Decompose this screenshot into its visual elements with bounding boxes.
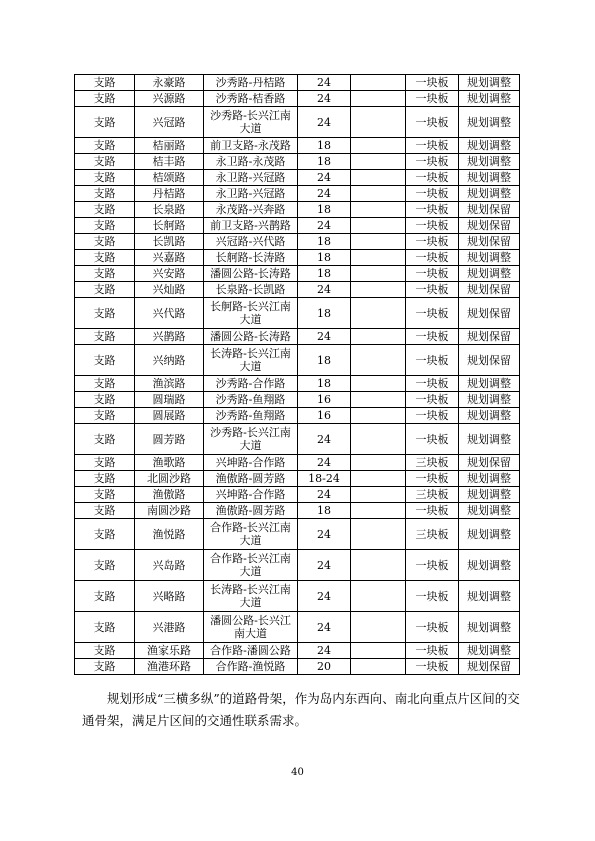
table-cell: 兴灿路 (135, 282, 204, 298)
table-cell (351, 75, 406, 91)
table-cell: 潘圆公路-长兴江南大道 (204, 612, 298, 643)
table-cell: 一块板 (406, 392, 459, 408)
table-cell: 三块板 (406, 487, 459, 503)
table-cell: 一块板 (406, 154, 459, 170)
table-cell: 一块板 (406, 250, 459, 266)
table-cell: 支路 (75, 612, 135, 643)
table-cell: 支路 (75, 329, 135, 345)
table-cell: 永卫路-兴冠路 (204, 170, 298, 186)
table-row (75, 471, 520, 487)
table-cell (351, 643, 406, 659)
table-cell: 沙秀路-鱼翔路 (204, 392, 298, 408)
table-cell: 规划调整 (459, 186, 520, 202)
table-cell (351, 298, 406, 329)
table-row (75, 519, 520, 550)
table-cell (351, 376, 406, 392)
table-cell: 规划调整 (459, 250, 520, 266)
table-row (75, 91, 520, 107)
table-cell: 兴坤路-合作路 (204, 487, 298, 503)
table-cell: 沙秀路-合作路 (204, 376, 298, 392)
table-cell: 支路 (75, 345, 135, 376)
table-cell: 长舸路-长涛路 (204, 250, 298, 266)
table-cell: 18 (298, 138, 351, 154)
table-cell: 兴源路 (135, 91, 204, 107)
table-cell: 规划调整 (459, 154, 520, 170)
table-cell: 长涛路-长兴江南大道 (204, 345, 298, 376)
table-cell: 一块板 (406, 424, 459, 455)
table-cell: 规划保留 (459, 218, 520, 234)
table-cell: 一块板 (406, 170, 459, 186)
table-cell: 支路 (75, 643, 135, 659)
table-cell: 南圆沙路 (135, 503, 204, 519)
table-cell: 前卫支路-兴鹊路 (204, 218, 298, 234)
table-cell (351, 503, 406, 519)
table-cell: 一块板 (406, 329, 459, 345)
table-row (75, 424, 520, 455)
table-cell: 支路 (75, 234, 135, 250)
table-cell: 规划调整 (459, 408, 520, 424)
table-cell: 18 (298, 202, 351, 218)
table-cell: 24 (298, 282, 351, 298)
table-row (75, 487, 520, 503)
table-cell: 18 (298, 266, 351, 282)
table-cell: 规划调整 (459, 91, 520, 107)
table-cell: 桔丰路 (135, 154, 204, 170)
table-cell: 支路 (75, 581, 135, 612)
table-cell: 长涛路-长兴江南大道 (204, 581, 298, 612)
table-row (75, 455, 520, 471)
table-cell (351, 659, 406, 675)
table-cell (351, 581, 406, 612)
table-cell: 规划保留 (459, 282, 520, 298)
table-cell: 规划保留 (459, 234, 520, 250)
table-cell: 16 (298, 392, 351, 408)
table-cell (351, 471, 406, 487)
table-cell: 18 (298, 298, 351, 329)
table-cell: 规划保留 (459, 659, 520, 675)
table-cell: 桔丽路 (135, 138, 204, 154)
table-cell (351, 519, 406, 550)
table-row (75, 581, 520, 612)
table-cell: 一块板 (406, 345, 459, 376)
table-cell: 兴代路 (135, 298, 204, 329)
table-cell: 一块板 (406, 107, 459, 138)
table-cell: 永卫路-永茂路 (204, 154, 298, 170)
table-cell: 支路 (75, 408, 135, 424)
table-cell (351, 154, 406, 170)
table-row (75, 234, 520, 250)
table-cell: 规划调整 (459, 581, 520, 612)
table-row (75, 170, 520, 186)
table-cell: 规划保留 (459, 455, 520, 471)
table-cell: 24 (298, 91, 351, 107)
table-cell (351, 345, 406, 376)
table-row (75, 329, 520, 345)
table-cell: 规划调整 (459, 550, 520, 581)
table-cell: 一块板 (406, 471, 459, 487)
table-cell: 渔港环路 (135, 659, 204, 675)
table-cell (351, 91, 406, 107)
table-cell: 24 (298, 170, 351, 186)
table-cell: 渔悦路 (135, 519, 204, 550)
table-cell: 合作路-长兴江南大道 (204, 550, 298, 581)
table-cell: 沙秀路-鱼翔路 (204, 408, 298, 424)
table-cell: 桔颂路 (135, 170, 204, 186)
table-cell (351, 282, 406, 298)
table-row (75, 154, 520, 170)
table-cell: 支路 (75, 550, 135, 581)
table-cell: 一块板 (406, 282, 459, 298)
table-row (75, 408, 520, 424)
table-cell: 兴坤路-合作路 (204, 455, 298, 471)
table-cell: 潘圆公路-长涛路 (204, 266, 298, 282)
table-cell: 兴岛路 (135, 550, 204, 581)
table-cell: 兴冠路 (135, 107, 204, 138)
table-cell: 一块板 (406, 186, 459, 202)
table-cell (351, 266, 406, 282)
table-cell (351, 234, 406, 250)
table-cell: 规划保留 (459, 329, 520, 345)
table-cell: 支路 (75, 455, 135, 471)
table-cell: 规划调整 (459, 376, 520, 392)
table-cell: 20 (298, 659, 351, 675)
table-cell: 24 (298, 75, 351, 91)
page-number: 40 (291, 767, 304, 778)
table-cell (351, 612, 406, 643)
table-cell: 渔滨路 (135, 376, 204, 392)
table-cell: 24 (298, 186, 351, 202)
table-cell: 一块板 (406, 643, 459, 659)
table-cell: 渔傲路 (135, 487, 204, 503)
table-cell: 支路 (75, 282, 135, 298)
table-cell: 永豪路 (135, 75, 204, 91)
table-cell: 一块板 (406, 659, 459, 675)
table-cell: 潘圆公路-长涛路 (204, 329, 298, 345)
table-cell: 沙秀路-长兴江南大道 (204, 107, 298, 138)
table-cell: 一块板 (406, 503, 459, 519)
table-row (75, 392, 520, 408)
table-body (75, 75, 520, 675)
table-row (75, 186, 520, 202)
table-cell: 规划调整 (459, 138, 520, 154)
table-cell: 渔傲路-圆芳路 (204, 503, 298, 519)
road-plan-table (74, 74, 520, 675)
table-cell: 24 (298, 612, 351, 643)
table-cell: 长舸路 (135, 218, 204, 234)
table-cell: 支路 (75, 250, 135, 266)
table-cell: 支路 (75, 376, 135, 392)
table-cell: 规划调整 (459, 424, 520, 455)
table-cell (351, 250, 406, 266)
table-cell: 24 (298, 487, 351, 503)
table-cell: 兴鹊路 (135, 329, 204, 345)
table-cell: 规划调整 (459, 487, 520, 503)
table-cell: 24 (298, 581, 351, 612)
table-cell: 规划调整 (459, 266, 520, 282)
table-cell: 长凯路 (135, 234, 204, 250)
table-cell: 北圆沙路 (135, 471, 204, 487)
table-cell: 规划调整 (459, 503, 520, 519)
table-cell: 丹桔路 (135, 186, 204, 202)
table-cell: 支路 (75, 503, 135, 519)
table-cell: 18 (298, 503, 351, 519)
table-cell: 圆芳路 (135, 424, 204, 455)
table-row (75, 376, 520, 392)
table-cell: 渔家乐路 (135, 643, 204, 659)
table-cell: 24 (298, 107, 351, 138)
table-cell: 一块板 (406, 218, 459, 234)
table-cell (351, 186, 406, 202)
table-cell: 18 (298, 250, 351, 266)
table-cell (351, 329, 406, 345)
table-cell: 24 (298, 455, 351, 471)
table-cell: 18 (298, 376, 351, 392)
table-cell: 规划调整 (459, 107, 520, 138)
table-cell: 合作路-潘圆公路 (204, 643, 298, 659)
table-cell: 圆展路 (135, 408, 204, 424)
table-cell (351, 138, 406, 154)
table-cell: 一块板 (406, 91, 459, 107)
table-cell: 兴嘉路 (135, 250, 204, 266)
table-cell: 规划调整 (459, 612, 520, 643)
table-row (75, 643, 520, 659)
table-cell: 18-24 (298, 471, 351, 487)
table-cell (351, 218, 406, 234)
table-cell: 一块板 (406, 612, 459, 643)
table-cell: 一块板 (406, 298, 459, 329)
table-cell: 支路 (75, 471, 135, 487)
table-cell: 一块板 (406, 550, 459, 581)
table-cell: 合作路-长兴江南大道 (204, 519, 298, 550)
table-cell: 24 (298, 218, 351, 234)
table-cell: 24 (298, 329, 351, 345)
table-cell: 规划调整 (459, 643, 520, 659)
table-cell: 长泉路 (135, 202, 204, 218)
table-cell: 前卫支路-永茂路 (204, 138, 298, 154)
table-cell: 长舸路-长兴江南大道 (204, 298, 298, 329)
table-row (75, 298, 520, 329)
table-cell: 规划调整 (459, 392, 520, 408)
table-cell: 支路 (75, 138, 135, 154)
table-cell: 支路 (75, 424, 135, 455)
table-row (75, 550, 520, 581)
table-cell: 合作路-渔悦路 (204, 659, 298, 675)
table-cell (351, 202, 406, 218)
table-row (75, 202, 520, 218)
table-row (75, 659, 520, 675)
table-row (75, 503, 520, 519)
table-cell: 18 (298, 234, 351, 250)
table-cell (351, 487, 406, 503)
table-cell: 16 (298, 408, 351, 424)
table-cell: 规划保留 (459, 345, 520, 376)
table-cell: 渔歌路 (135, 455, 204, 471)
table-cell: 三块板 (406, 455, 459, 471)
table-cell: 三块板 (406, 519, 459, 550)
table-cell: 24 (298, 519, 351, 550)
table-cell: 一块板 (406, 408, 459, 424)
table-row (75, 250, 520, 266)
table-cell: 24 (298, 643, 351, 659)
table-cell: 支路 (75, 186, 135, 202)
table-cell: 18 (298, 154, 351, 170)
table-cell: 18 (298, 345, 351, 376)
table-cell: 规划保留 (459, 202, 520, 218)
table-cell: 支路 (75, 659, 135, 675)
table-cell: 永卫路-兴冠路 (204, 186, 298, 202)
table-cell: 规划调整 (459, 170, 520, 186)
table-cell (351, 424, 406, 455)
paragraph-text: 规划形成“三横多纵”的道路骨架，作为岛内东西向、南北向重点片区间的交通骨架，满足片区间的交通性联系需求。 (82, 691, 520, 728)
table-cell: 支路 (75, 170, 135, 186)
table-cell: 兴纳路 (135, 345, 204, 376)
table-cell: 规划调整 (459, 519, 520, 550)
table-cell: 支路 (75, 519, 135, 550)
table-cell: 24 (298, 424, 351, 455)
table-cell: 兴略路 (135, 581, 204, 612)
table-cell (351, 392, 406, 408)
table-cell: 沙秀路-桔香路 (204, 91, 298, 107)
table-cell: 永茂路-兴奔路 (204, 202, 298, 218)
table-cell: 规划调整 (459, 471, 520, 487)
table-cell: 渔傲路-圆芳路 (204, 471, 298, 487)
body-paragraph (82, 688, 522, 732)
table-cell (351, 455, 406, 471)
table-cell (351, 170, 406, 186)
table-cell: 一块板 (406, 266, 459, 282)
table-cell: 支路 (75, 392, 135, 408)
table-cell: 24 (298, 550, 351, 581)
table-cell: 支路 (75, 107, 135, 138)
table-cell: 支路 (75, 218, 135, 234)
table-cell: 支路 (75, 487, 135, 503)
table-cell: 一块板 (406, 75, 459, 91)
table-cell: 兴港路 (135, 612, 204, 643)
table-row (75, 266, 520, 282)
table-cell: 支路 (75, 154, 135, 170)
table-cell: 支路 (75, 202, 135, 218)
table-row (75, 75, 520, 91)
table-cell: 长泉路-长凯路 (204, 282, 298, 298)
table-cell: 一块板 (406, 581, 459, 612)
table-row (75, 138, 520, 154)
table-cell: 一块板 (406, 234, 459, 250)
table-row (75, 345, 520, 376)
table-row (75, 107, 520, 138)
table-row (75, 218, 520, 234)
table-cell: 一块板 (406, 202, 459, 218)
table-cell: 规划保留 (459, 298, 520, 329)
table-cell: 规划调整 (459, 75, 520, 91)
table-cell (351, 408, 406, 424)
table-cell: 支路 (75, 298, 135, 329)
table-row (75, 282, 520, 298)
table-row (75, 612, 520, 643)
table-cell: 兴安路 (135, 266, 204, 282)
table-cell: 沙秀路-丹桔路 (204, 75, 298, 91)
table-cell: 支路 (75, 266, 135, 282)
table-cell: 圆瑞路 (135, 392, 204, 408)
table-cell (351, 550, 406, 581)
table-cell: 沙秀路-长兴江南大道 (204, 424, 298, 455)
table-cell: 兴冠路-兴代路 (204, 234, 298, 250)
table-cell: 支路 (75, 75, 135, 91)
table-cell (351, 107, 406, 138)
table-cell: 一块板 (406, 138, 459, 154)
table-cell: 一块板 (406, 376, 459, 392)
table-cell: 支路 (75, 91, 135, 107)
